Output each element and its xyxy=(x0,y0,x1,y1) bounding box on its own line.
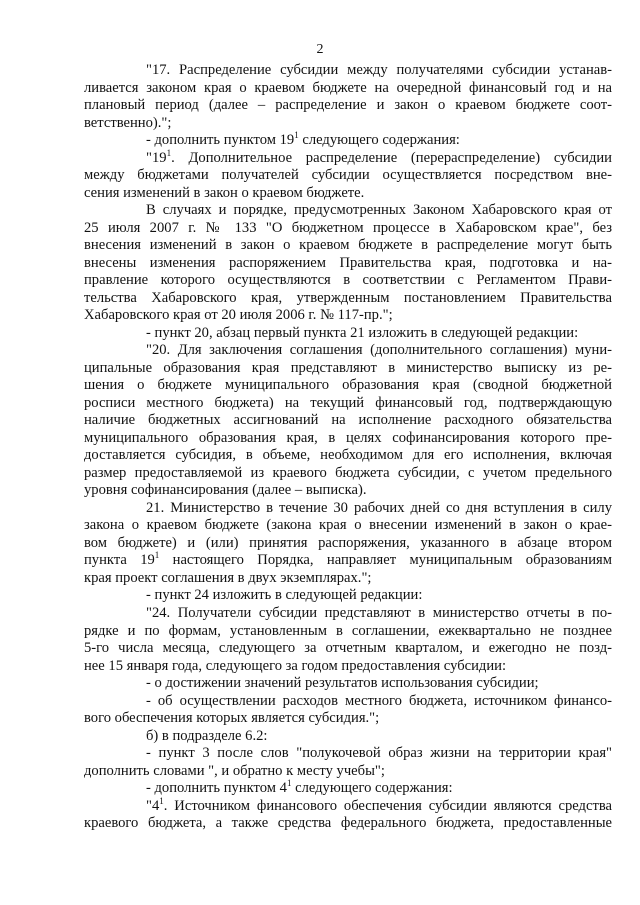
text-line: сения изменений в закон о краевом бюджете. xyxy=(84,184,365,201)
text-line: 21. Министерство в течение 30 рабочих дней со дня вступления в силу xyxy=(146,499,612,516)
text-line: дополнить словами ", и обратно к месту учебы"; xyxy=(84,762,385,779)
text-line: ципальные образования края представляют в министерство выписку из ре- xyxy=(84,359,612,376)
text-line: рядке и по формам, установленным в соглашении, ежеквартально не позднее xyxy=(84,622,612,639)
text-line: 25 июля 2007 г. № 133 "О бюджетном процессе в Хабаровском крае", без xyxy=(84,219,612,236)
text-line: шения о бюджете муниципального образования края (сводной бюджетной xyxy=(84,377,612,394)
text-line: - пункт 3 после слов "полукочевой образ жизни на территории края" xyxy=(146,745,612,762)
superscript-one: 1 xyxy=(166,147,172,158)
text-line: внесены изменения распоряжением Правительства края, подготовка и на- xyxy=(84,254,612,271)
text-line: - пункт 24 изложить в следующей редакции: xyxy=(146,587,423,604)
text-line: "24. Получатели субсидии представляют в министерство отчеты в по- xyxy=(146,604,612,621)
text-line: правление которого осуществляются в соответствии с Регламентом Прави- xyxy=(84,272,612,289)
superscript-one: 1 xyxy=(286,778,292,789)
text-line: - об осуществлении расходов местного бюджета, источником финансо- xyxy=(146,692,612,709)
text-line: - дополнить пунктом $4^1$ следующего содержания: xyxy=(146,778,453,797)
page-number: 2 xyxy=(316,42,324,57)
text-line: росписи местного бюджета) на текущий финансовый год, подтверждающую xyxy=(84,394,612,411)
superscript-one: 1 xyxy=(154,550,160,561)
text-line: ветственно)."; xyxy=(84,114,172,131)
text-line: размер предоставляемой из краевого бюджета субсидии, с учетом предельного xyxy=(84,464,612,481)
superscript-one: 1 xyxy=(294,130,299,141)
text-line: муниципального образования края, в целях софинансирования которого пре- xyxy=(84,429,612,446)
text-line: вом бюджете) и (или) принятия распоряжения, указанного в абзаце втором xyxy=(84,534,612,551)
text-line: "20. Для заключения соглашения (дополнительного соглашения) муни- xyxy=(146,342,612,359)
text-line: плановый период (далее – распределение и закон о краевом бюджете соот- xyxy=(84,97,612,114)
text-line: между бюджетами получателей субсидии осуществляется посредством вне- xyxy=(84,167,612,184)
text-line: нее 15 января года, следующего за годом предоставления субсидии: xyxy=(84,657,507,674)
text-line: 5-го числа месяца, следующего за отчетным кварталом, и ежегодно не позд- xyxy=(84,640,612,657)
text-line: ливается законом края о краевом бюджете на очередной финансовый год и на xyxy=(84,79,612,96)
text-line: - о достижении значений результатов использования субсидии; xyxy=(146,675,539,692)
text-line: Хабаровского края от 20 июля 2006 г. № 117-пр."; xyxy=(84,307,393,324)
text-line: тельства Хабаровского края, утвержденным постановлением Правительства xyxy=(84,289,612,306)
text-line: закона о краевом бюджете (закона края о внесении изменений в закон о крае- xyxy=(84,517,612,534)
text-line: доставляется субсидия, в объеме, необходимом для его исполнения, включая xyxy=(84,447,612,464)
text-line: В случаях и порядке, предусмотренных Законом Хабаровского края от xyxy=(146,202,612,219)
text-line: "$4^1$. Источником финансового обеспечения субсидии являются средства xyxy=(146,795,612,814)
text-line: - пункт 20, абзац первый пункта 21 изложить в следующей редакции: xyxy=(146,324,579,341)
text-line: вого обеспечения которых является субсидия."; xyxy=(84,710,380,727)
text-line: уровня софинансирования (далее – выписка). xyxy=(84,482,367,499)
superscript-one: 1 xyxy=(159,795,164,806)
text-line: - дополнить пунктом $19^1$ следующего содержания: xyxy=(146,130,460,149)
text-line: "17. Распределение субсидии между получателями субсидии устанав- xyxy=(146,62,612,78)
text-line: внесения изменений в закон о краевом бюджете в распределение могут быть xyxy=(84,237,612,254)
text-line: краевого бюджета, а также средства федерального бюджета, предоставленные xyxy=(84,815,612,832)
text-line: б) в подразделе 6.2: xyxy=(146,727,268,744)
text-line: наличие бюджетных ассигнований на исполнение расходного обязательства xyxy=(84,412,612,429)
text-line: "$19^1$. Дополнительное распределение (перераспределение) субсидии xyxy=(146,147,612,166)
text-line: края проект соглашения в двух экземплярах."; xyxy=(84,569,372,586)
text-line: пункта $19^1$ настоящего Порядка, направляет муниципальным образованиям xyxy=(84,550,613,569)
document-body xyxy=(84,62,612,833)
